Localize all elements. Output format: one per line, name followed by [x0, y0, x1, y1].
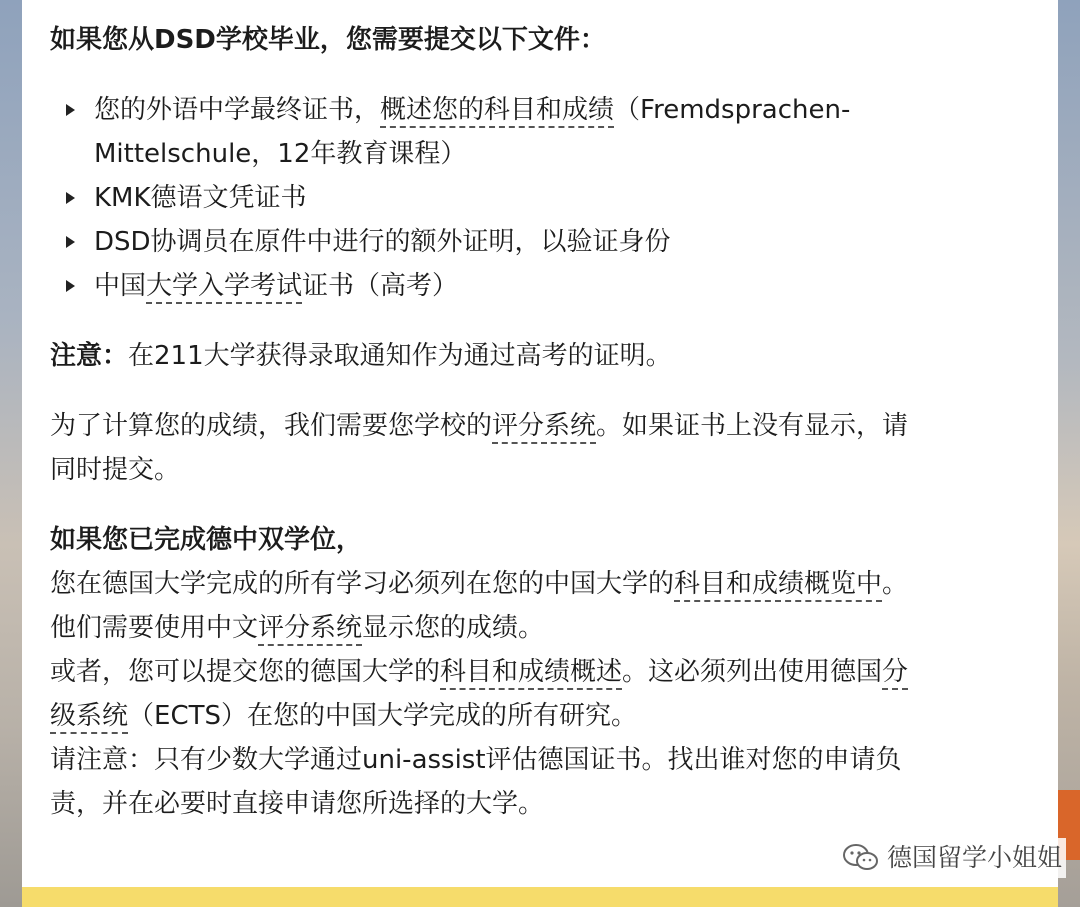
triangle-bullet-icon [66, 236, 75, 248]
wechat-icon [841, 842, 881, 874]
heading-double-degree: 如果您已完成德中双学位， [50, 525, 363, 555]
triangle-bullet-icon [66, 104, 75, 116]
content-card [22, 0, 1058, 907]
double-text: 显示您的成绩。 [362, 613, 545, 643]
glossary-link-university-entrance-exam[interactable]: 大学入学考试 [146, 271, 302, 304]
list-item [50, 88, 1058, 176]
grading-paragraph [50, 404, 1058, 492]
double-text: 或者，您可以提交您的德国大学的 [50, 657, 441, 687]
triangle-bullet-icon [66, 280, 75, 292]
double-text: 。这必须列出使用德国 [622, 657, 883, 687]
background-right [1058, 0, 1080, 907]
item-text: 您的外语中学最终证书， [94, 95, 381, 125]
glossary-link-ects-part1[interactable]: 分 [882, 657, 908, 690]
note-label: 注意： [50, 341, 129, 371]
glossary-link-grading-system-2[interactable]: 评分系统 [258, 613, 362, 646]
double-line-4 [50, 694, 1058, 738]
double-line-3 [50, 650, 1058, 694]
double-line-6: 责，并在必要时直接申请您所选择的大学。 [50, 789, 545, 819]
double-line-5: 请注意：只有少数大学通过uni-assist评估德国证书。找出谁对您的申请负 [50, 745, 902, 775]
double-text: 。 [882, 569, 909, 599]
item-text: Mittelschule，12年教育课程） [94, 139, 467, 169]
background-left [0, 0, 22, 907]
list-item [50, 264, 1058, 308]
item-text: （Fremdsprachen- [614, 95, 851, 125]
triangle-bullet-icon [66, 192, 75, 204]
list-item [50, 176, 1058, 220]
glossary-link-subjects-overview[interactable]: 科目和成绩概览中 [674, 569, 882, 602]
note-paragraph [50, 334, 1058, 378]
grading-text: 为了计算您的成绩，我们需要您学校的 [50, 411, 493, 441]
heading-dsd: 如果您从DSD学校毕业，您需要提交以下文件： [50, 25, 606, 55]
item-text: KMK德语文凭证书 [94, 183, 307, 213]
item-text: 中国 [94, 271, 147, 301]
double-text: 您在德国大学完成的所有学习必须列在您的中国大学的 [50, 569, 675, 599]
glossary-link-subjects-summary[interactable]: 科目和成绩概述 [440, 657, 622, 690]
double-text: （ECTS）在您的中国大学完成的所有研究。 [128, 701, 637, 731]
required-documents-list [50, 88, 1058, 308]
glossary-link-subjects-grades[interactable]: 概述您的科目和成绩 [380, 95, 614, 128]
grading-line-2: 同时提交。 [50, 455, 181, 485]
grading-text: 。如果证书上没有显示，请 [596, 411, 909, 441]
grading-line-1 [50, 404, 1058, 448]
note-text: 在211大学获得录取通知作为通过高考的证明。 [128, 341, 672, 371]
list-item [50, 220, 1058, 264]
double-line-2 [50, 606, 1058, 650]
bottom-yellow-bar [22, 887, 1058, 907]
item-text: 证书（高考） [302, 271, 459, 301]
watermark-text: 德国留学小姐姐 [886, 843, 1062, 872]
glossary-link-ects-part2[interactable]: 级系统 [50, 701, 128, 734]
item-text: DSD协调员在原件中进行的额外证明，以验证身份 [94, 227, 671, 257]
double-line-1 [50, 562, 1058, 606]
double-degree-section [50, 518, 1058, 826]
glossary-link-grading-system[interactable]: 评分系统 [492, 411, 596, 444]
watermark [837, 838, 1066, 878]
double-text: 他们需要使用中文 [50, 613, 259, 643]
